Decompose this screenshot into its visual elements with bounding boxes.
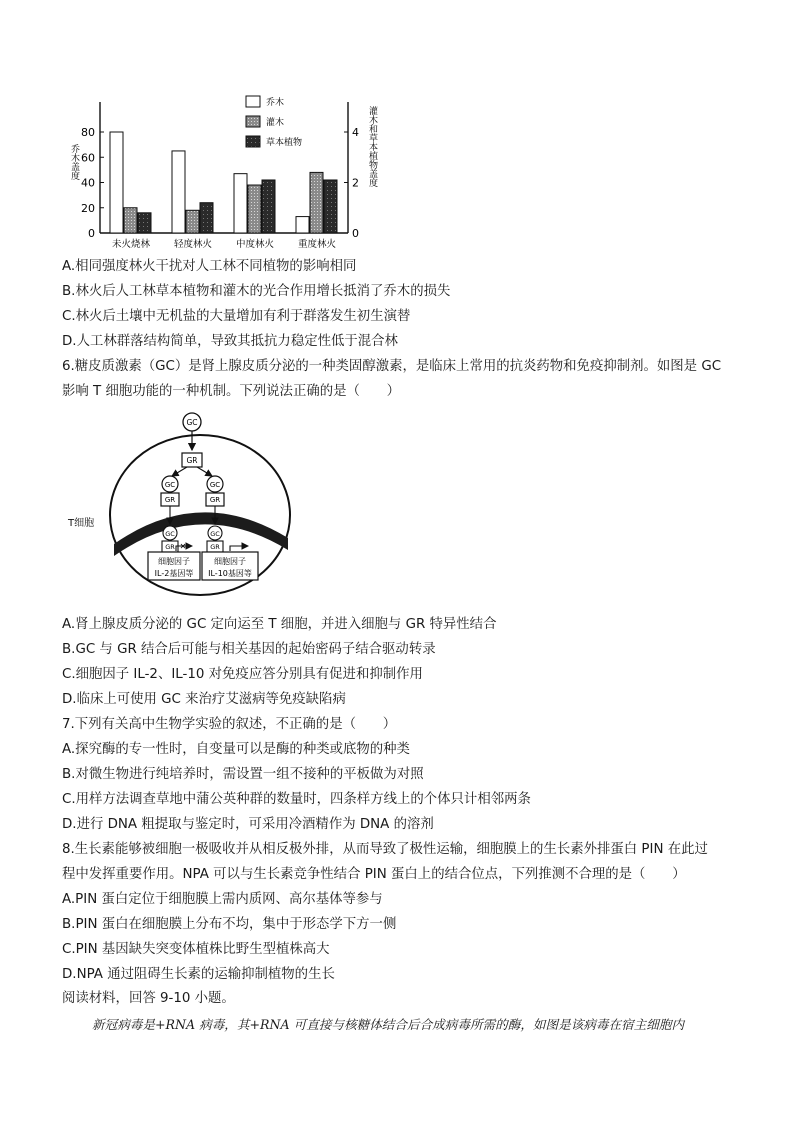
bar-草本植物-中度林火 xyxy=(262,180,275,233)
gr-label-center: GR xyxy=(186,456,198,465)
bar-灌木-未火烧林 xyxy=(124,208,137,233)
q8-option-b: B.PIN 蛋白在细胞膜上分布不均，集中于形态学下方一侧 xyxy=(62,917,397,932)
gc-label-inner-right: GC xyxy=(210,530,220,538)
left-y-tick-label: 80 xyxy=(81,126,95,139)
gc-label-right: GC xyxy=(209,481,221,489)
q8-stem-line2: 程中发挥重要作用。NPA 可以与生长素竞争性结合 PIN 蛋白上的结合位点，下列推测不合理的是（ ） xyxy=(62,867,686,882)
q7-option-c: C.用样方法调查草地中蒲公英种群的数量时，四条样方线上的个体只计相邻两条 xyxy=(62,792,531,807)
gr-label-inner-left: GR xyxy=(165,543,175,551)
gr-label-inner-right: GR xyxy=(210,543,220,551)
bar-草本植物-未火烧林 xyxy=(138,213,151,233)
transcription-blocked-mark: ✕ xyxy=(179,542,187,551)
q7-option-d: D.进行 DNA 粗提取与鉴定时，可采用冷酒精作为 DNA 的溶剂 xyxy=(62,817,434,832)
il2-gene-box-line1: 细胞因子 xyxy=(158,557,190,566)
gc-label-top: GC xyxy=(186,418,198,427)
legend-label-草本植物: 草本植物 xyxy=(266,138,303,148)
q5-option-b: B.林火后人工林草本植物和灌木的光合作用增长抵消了乔木的损失 xyxy=(62,284,451,299)
il10-gene-box-line2: IL-10基因等 xyxy=(208,569,252,578)
legend-swatch-草本植物 xyxy=(246,136,260,147)
q8-stem-line1: 8.生长素能够被细胞一极吸收并从相反极外排，从而导致了极性运输，细胞膜上的生长素外排蛋白 PIN 在此过 xyxy=(62,842,708,857)
q7-stem: 7.下列有关高中生物学实验的叙述，不正确的是（ ） xyxy=(62,717,397,732)
legend-label-乔木: 乔木 xyxy=(266,98,285,108)
right-y-tick-label: 4 xyxy=(352,126,359,139)
q6-option-d: D.临床上可使用 GC 来治疗艾滋病等免疫缺陷病 xyxy=(62,692,346,707)
forest-fire-bar-chart xyxy=(62,88,402,254)
q6-stem-line1: 6.糖皮质激素（GC）是肾上腺皮质分泌的一种类固醇激素，是临床上常用的抗炎药物和免疫抑制剂。如图是 GC xyxy=(62,359,722,374)
q5-option-c: C.林火后土壤中无机盐的大量增加有利于群落发生初生演替 xyxy=(62,309,411,324)
bar-乔木-未火烧林 xyxy=(110,132,123,233)
x-tick-label: 中度林火 xyxy=(235,239,275,250)
bar-草本植物-重度林火 xyxy=(324,180,337,233)
left-y-tick-label: 0 xyxy=(88,227,95,240)
gc-label-inner-left: GC xyxy=(165,530,175,538)
gr-label-right: GR xyxy=(209,496,221,504)
gc-label-left: GC xyxy=(164,481,176,489)
q6-option-a: A.肾上腺皮质分泌的 GC 定向运至 T 细胞，并进入细胞与 GR 特异性结合 xyxy=(62,617,497,632)
q6-option-c: C.细胞因子 IL-2、IL-10 对免疫应答分别具有促进和抑制作用 xyxy=(62,667,423,682)
il2-gene-box-line2: IL-2基因等 xyxy=(154,569,194,578)
legend-label-灌木: 灌木 xyxy=(266,118,285,128)
bar-灌木-中度林火 xyxy=(248,185,261,233)
q8-option-a: A.PIN 蛋白定位于细胞膜上需内质网、高尔基体等参与 xyxy=(62,892,383,907)
q5-option-a: A.相同强度林火干扰对人工林不同植物的影响相同 xyxy=(62,259,357,274)
left-y-tick-label: 20 xyxy=(81,201,95,215)
t-cell-label: T细胞 xyxy=(68,518,95,529)
right-y-tick-label: 2 xyxy=(352,176,359,190)
q7-option-a: A.探究酶的专一性时，自变量可以是酶的种类或底物的种类 xyxy=(62,742,410,757)
left-y-axis-title: 乔木盖度 xyxy=(69,144,79,180)
bar-乔木-轻度林火 xyxy=(172,151,185,233)
q7-option-b: B.对微生物进行纯培养时，需设置一组不接种的平板做为对照 xyxy=(62,767,424,782)
left-y-tick-label: 60 xyxy=(81,151,95,165)
reading-intro: 阅读材料，回答 9-10 小题。 xyxy=(62,991,235,1006)
bar-灌木-重度林火 xyxy=(310,172,323,233)
left-y-tick-label: 40 xyxy=(81,176,95,190)
legend-swatch-灌木 xyxy=(246,116,260,127)
x-tick-label: 轻度林火 xyxy=(173,239,213,250)
right-y-tick-label: 0 xyxy=(352,227,359,240)
legend-swatch-乔木 xyxy=(246,96,260,107)
q5-option-d: D.人工林群落结构简单，导致其抵抗力稳定性低于混合林 xyxy=(62,334,398,349)
bar-乔木-中度林火 xyxy=(234,174,247,233)
x-tick-label: 未火烧林 xyxy=(111,239,151,250)
nuclear-membrane xyxy=(114,512,288,556)
x-tick-label: 重度林火 xyxy=(297,239,337,250)
gr-label-left: GR xyxy=(164,496,176,504)
bar-乔木-重度林火 xyxy=(296,217,309,233)
right-y-axis-title: 灌木和草本植物盖度 xyxy=(367,106,377,187)
q8-option-d: D.NPA 通过阻碍生长素的运输抑制植物的生长 xyxy=(62,967,335,982)
q6-option-b: B.GC 与 GR 结合后可能与相关基因的起始密码子结合驱动转录 xyxy=(62,642,436,657)
q6-stem-line2: 影响 T 细胞功能的一种机制。下列说法正确的是（ ） xyxy=(62,384,401,399)
bar-灌木-轻度林火 xyxy=(186,210,199,233)
q8-option-c: C.PIN 基因缺失突变体植株比野生型植株高大 xyxy=(62,942,330,957)
gc-t-cell-diagram xyxy=(62,408,322,608)
reading-paragraph: 新冠病毒是+RNA 病毒，其+RNA 可直接与核糖体结合后合成病毒所需的酶，如图是该病毒在宿主细胞内 xyxy=(92,1017,685,1032)
bar-草本植物-轻度林火 xyxy=(200,203,213,233)
il10-gene-box-line1: 细胞因子 xyxy=(214,557,246,566)
